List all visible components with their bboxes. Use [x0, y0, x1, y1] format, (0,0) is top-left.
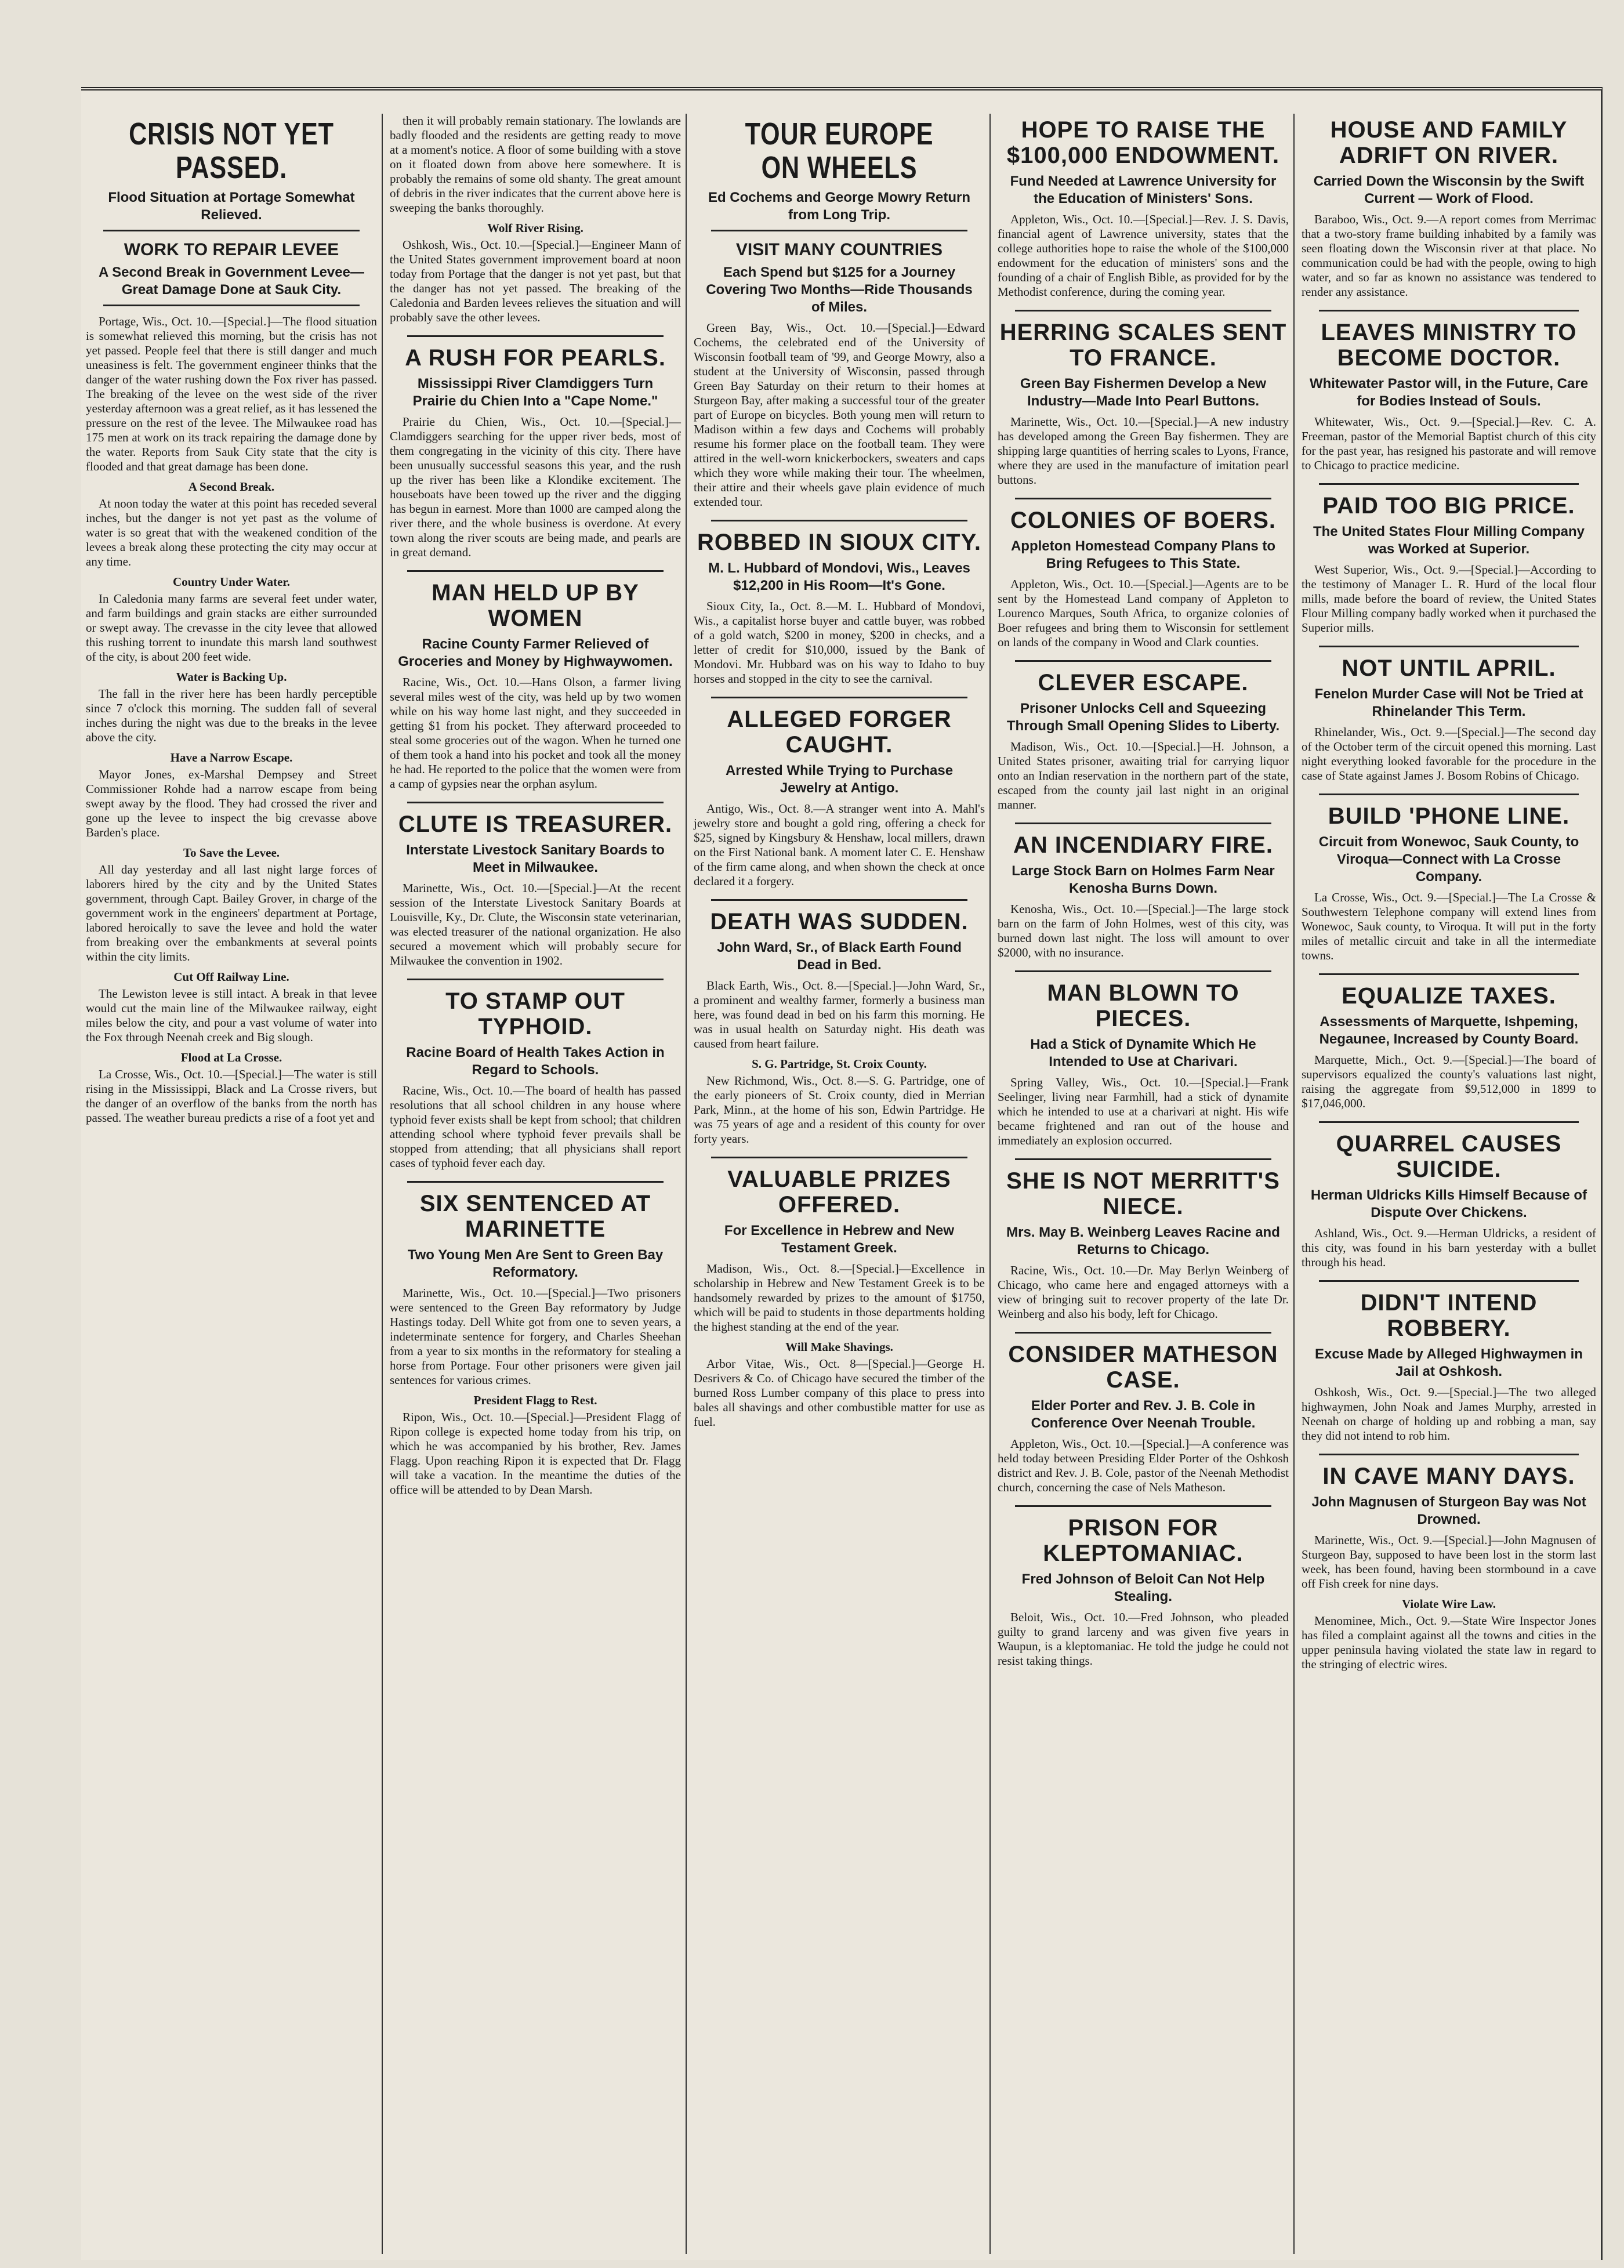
article-body: Appleton, Wis., Oct. 10.—[Special.]—Rev. J. S. Davis, financial agent of Lawrence university, states that the college authorities hope to raise the whole of the $100,000 endowment for the education of ministers' sons and the founding of a chair of English Bible, as provided for by the Methodist conference, during the coming year.	[998, 212, 1289, 299]
divider	[407, 570, 664, 572]
article-body: Whitewater, Wis., Oct. 9.—[Special.]—Rev. C. A. Freeman, pastor of the Memorial Baptist church of this city for the past year, has resigned his pastorate and will remove to Chicago to practice medicine.	[1302, 415, 1596, 472]
deck: Flood Situation at Portage Somewhat Relieved.	[108, 190, 355, 223]
newspaper-page	[81, 87, 1603, 2260]
deck: M. L. Hubbard of Mondovi, Wis., Leaves $12,200 in His Room—It's Gone.	[708, 560, 970, 593]
section-text: Oshkosh, Wis., Oct. 10.—[Special.]—Engineer Mann of the United States government improvement board at noon today from Portage that the danger is not yet past, but that the danger has not yet passed. The breaking of the Caledonia and Barden levees relieves the situation and will probably save the other levees.	[390, 238, 681, 324]
article-crisis	[86, 117, 377, 1125]
deck: Whitewater Pastor will, in the Future, Care for Bodies Instead of Souls.	[1309, 376, 1589, 409]
divider	[407, 1181, 664, 1183]
article-body: Marinette, Wis., Oct. 10.—[Special.]—A new industry has developed among the Green Bay fishermen. They are shipping large quantities of herring scales to Lyons, France, where they are used in the manufacture of imitation pearl buttons.	[998, 415, 1289, 487]
headline: PRISON FOR KLEPTOMANIAC.	[1043, 1515, 1244, 1566]
article-body: Oshkosh, Wis., Oct. 9.—[Special.]—The two alleged highwaymen, John Noak and James Murphy, arrested in Neenah on charge of holding up and robbing a man, say they did not intend to rob him.	[1302, 1385, 1596, 1443]
article-body: Marquette, Mich., Oct. 9.—[Special.]—The board of supervisors equalized the county's valuations last night, raising the aggregate from $9,512,000 in 1899 to $17,046,000.	[1302, 1053, 1596, 1110]
article-body: Appleton, Wis., Oct. 10.—[Special.]—A conference was held today between Presiding Elder Porter of the Oshkosh district and Rev. J. B. Cole, pastor of the Neenah Methodist church, concerning the case of Nels Matheson.	[998, 1437, 1289, 1494]
divider	[1319, 794, 1579, 795]
deck: Racine Board of Health Takes Action in Regard to Schools.	[406, 1045, 665, 1078]
headline: AN INCENDIARY FIRE.	[1013, 832, 1273, 858]
article-body: Baraboo, Wis., Oct. 9.—A report comes from Merrimac that a two-story frame building inhabited by a family was seen floating down the Wisconsin river at that place. No communication could be had with the people, owing to high water, and so far as known no assistance was tendered to render any assistance.	[1302, 212, 1596, 299]
section-head: Will Make Shavings.	[785, 1340, 893, 1354]
article-clute	[390, 811, 681, 968]
divider	[407, 335, 664, 337]
headline: LEAVES MINISTRY TO BECOME DOCTOR.	[1321, 320, 1577, 371]
article-forger	[694, 707, 985, 889]
section-text: At noon today the water at this point has receded several inches, but the danger is not yet past as the volume of water is so great that with the weakened condition of the levees a break along these protecting the city may occur at any time.	[86, 497, 377, 568]
deck: Circuit from Wonewoc, Sauk County, to Viroqua—Connect with La Crosse Company.	[1318, 834, 1579, 885]
article-suicide	[1302, 1131, 1596, 1270]
article-flood-continued	[390, 114, 681, 325]
headline: QUARREL CAUSES SUICIDE.	[1336, 1131, 1562, 1182]
article-prizes	[694, 1166, 985, 1429]
section-head: Wolf River Rising.	[487, 221, 583, 235]
divider	[711, 1157, 967, 1158]
deck: Green Bay Fishermen Develop a New Industry—Made Into Pearl Buttons.	[1020, 376, 1267, 409]
divider	[711, 230, 967, 231]
divider	[1015, 660, 1271, 662]
article-europe	[694, 117, 985, 509]
article-body: Marinette, Wis., Oct. 10.—[Special.]—At the recent session of the Interstate Livestock Sanitary Boards at Louisville, Ky., Dr. Clute, the Wisconsin state veterinarian, was elected treasurer of the national organization. He also secured a movement which will probably secure for Milwaukee the convention in 1902.	[390, 881, 681, 968]
section-head: Flood at La Crosse.	[180, 1050, 282, 1064]
article-fire	[998, 832, 1289, 960]
headline: SHE IS NOT MERRITT'S NIECE.	[1006, 1168, 1280, 1219]
divider	[103, 305, 360, 306]
article-pearls	[390, 345, 681, 560]
deck: Two Young Men Are Sent to Green Bay Reformatory.	[407, 1247, 664, 1280]
headline: IN CAVE MANY DAYS.	[1322, 1463, 1575, 1489]
deck: Elder Porter and Rev. J. B. Cole in Conference Over Neenah Trouble.	[1031, 1398, 1256, 1431]
deck: Interstate Livestock Sanitary Boards to Meet in Milwaukee.	[406, 842, 665, 875]
deck: John Ward, Sr., of Black Earth Found Dead in Bed.	[717, 940, 962, 973]
deck: Assessments of Marquette, Ishpeming, Negaunee, Increased by County Board.	[1319, 1014, 1579, 1047]
headline: PAID TOO BIG PRICE.	[1322, 493, 1575, 519]
deck: Fred Johnson of Beloit Can Not Help Stealing.	[1021, 1571, 1265, 1604]
divider	[1015, 1158, 1271, 1160]
divider	[1319, 1280, 1579, 1282]
divider	[1319, 646, 1579, 647]
article-body: Racine, Wis., Oct. 10.—Dr. May Berlyn Weinberg of Chicago, who came here and engaged attorneys with a view of bringing suit to recover property of the late Dr. Weinberg and also his body, left for Chicago.	[998, 1263, 1289, 1321]
deck: Fenelon Murder Case will Not be Tried at Rhinelander This Term.	[1314, 686, 1583, 719]
article-herring	[998, 320, 1289, 487]
section-head: Cut Off Railway Line.	[173, 970, 289, 984]
headline: TO STAMP OUT TYPHOID.	[445, 988, 625, 1039]
article-body: Rhinelander, Wis., Oct. 9.—[Special.]—The second day of the October term of the circuit opened this morning. Last night everything looked favorable for the procedure in the case of State against James J. Bosom Robins of Chicago.	[1302, 725, 1596, 782]
article-body: Madison, Wis., Oct. 10.—[Special.]—H. Johnson, a United States prisoner, awaiting trial for carrying liquor onto an Indian reservation in the northern part of the state, escaped from the county jail last night in an original manner.	[998, 740, 1289, 811]
deck: Mississippi River Clamdiggers Turn Prairie du Chien Into a "Cape Nome."	[412, 376, 658, 409]
article-body: Black Earth, Wis., Oct. 8.—[Special.]—John Ward, Sr., a prominent and wealthy farmer, formerly a business man here, was found dead in bed on his farm this morning. He was in usual health on Saturday night. His death was caused from heart failure.	[694, 979, 985, 1050]
article-matheson	[998, 1342, 1289, 1495]
section-head: To Save the Levee.	[183, 846, 280, 860]
section-text: Menominee, Mich., Oct. 9.—State Wire Inspector Jones has filed a complaint against all the towns and cities in the upper peninsula having violated the state law in regard to the stringing of electric wires.	[1302, 1614, 1596, 1671]
article-body: Marinette, Wis., Oct. 9.—[Special.]—John Magnusen of Sturgeon Bay, supposed to have been lost in the storm last week, has been found, having been stormbound in a cave off Fish creek for nine days.	[1302, 1533, 1596, 1591]
divider	[711, 520, 967, 521]
divider	[1319, 1121, 1579, 1123]
article-body: then it will probably remain stationary. The lowlands are badly flooded and the residents are getting ready to move at a moment's notice. A floor of some building with a stove on it floated down from above here somewhere. It is probably the remains of some old shanty. The great amount of debris in the river indicates that the current above here is sweeping the banks thoroughly.	[390, 114, 681, 215]
section-text: New Richmond, Wis., Oct. 8.—S. G. Partridge, one of the early pioneers of St. Croix county, died in Merrian Park, Minn., at the home of his son, Edwin Partridge. He was 75 years of age and a resident of this county for over forty years.	[694, 1074, 985, 1146]
divider	[103, 230, 360, 231]
column-1	[81, 114, 383, 2254]
section-text: In Caledonia many farms are several feet under water, and farm buildings and grain stacks are either surrounded or swept away. The crevasse in the city levee that allowed this rushing torrent to inundate this marsh land southwest of the city, is about 200 feet wide.	[86, 592, 377, 664]
section-text: Arbor Vitae, Wis., Oct. 8—[Special.]—George H. Desrivers & Co. of Chicago have secured the timber of the burned Ross Lumber company of this place to press into bales all shavings and other combustible matter for use as fuel.	[694, 1357, 985, 1429]
section-head: Have a Narrow Escape.	[170, 751, 293, 765]
section-text: Ripon, Wis., Oct. 10.—[Special.]—President Flagg of Ripon college is expected home today from his trip, on which he was accompanied by his brother, Rev. James Flagg. Upon reaching Ripon it is expected that Dr. Flagg will take a vacation. In the meantime the duties of the office will be attended to by Dean Marsh.	[390, 1410, 681, 1497]
divider	[1015, 823, 1271, 824]
headline: COLONIES OF BOERS.	[1010, 508, 1277, 533]
deck: Large Stock Barn on Holmes Farm Near Kenosha Burns Down.	[1012, 863, 1275, 896]
article-body: Antigo, Wis., Oct. 8.—A stranger went into A. Mahl's jewelry store and bought a gold ring, offering a check for $25, signed by Kingsbury & Henshaw, local millers, drawn on the First National bank. A moment later C. E. Henshaw of the firm came along, and when shown the check at once declared it a forgery.	[694, 802, 985, 888]
headline: BUILD 'PHONE LINE.	[1328, 803, 1570, 829]
divider	[1319, 973, 1579, 975]
deck: Ed Cochems and George Mowry Return from Long Trip.	[708, 190, 971, 223]
deck: Appleton Homestead Company Plans to Bring Refugees to This State.	[1010, 538, 1276, 571]
divider	[1015, 970, 1271, 972]
divider	[1319, 310, 1579, 311]
article-niece	[998, 1168, 1289, 1321]
section-head: Country Under Water.	[172, 575, 291, 589]
section-text: La Crosse, Wis., Oct. 10.—[Special.]—The water is still rising in the Mississippi, Black and La Crosse rivers, but the danger of an overflow of the banks from the north has passed. The weather bureau predicts a rise of a foot yet and	[86, 1067, 377, 1125]
deck: Excuse Made by Alleged Highwaymen in Jail at Oshkosh.	[1315, 1346, 1583, 1379]
deck: For Excellence in Hebrew and New Testament Greek.	[724, 1223, 955, 1256]
headline: HOUSE AND FAMILY ADRIFT ON RIVER.	[1330, 117, 1568, 168]
headline: HOPE TO RAISE THE $100,000 ENDOWMENT.	[1006, 117, 1280, 168]
deck: Had a Stick of Dynamite Which He Intended to Use at Charivari.	[1030, 1037, 1256, 1070]
article-death	[694, 909, 985, 1146]
headline: CONSIDER MATHESON CASE.	[1008, 1342, 1278, 1393]
deck: Prisoner Unlocks Cell and Squeezing Through Small Opening Slides to Liberty.	[1006, 701, 1280, 734]
article-ministry	[1302, 320, 1596, 473]
deck: Racine County Farmer Relieved of Groceries and Money by Highwaywomen.	[398, 636, 673, 669]
column-3	[689, 114, 991, 2254]
divider	[711, 697, 967, 698]
headline: CLEVER ESCAPE.	[1038, 670, 1249, 695]
article-body: Madison, Wis., Oct. 8.—[Special.]—Excellence in scholarship in Hebrew and New Testament Greek is to be handsomely rewarded by prizes to the amount of $1750, which will be paid to students in those departments holding the highest standing at the end of the year.	[694, 1262, 985, 1334]
subdeck: A Second Break in Government Levee—Great Damage Done at Sauk City.	[99, 265, 364, 298]
article-body: Sioux City, Ia., Oct. 8.—M. L. Hubbard of Mondovi, Wis., a capitalist horse buyer and cattle buyer, was robbed of a gold watch, $200 in money, $200 in checks, and a letter of credit for $10,000, issued by the Bank of Mondovi. Mr. Hubbard was on his way to Idaho to buy horses and stopped in the city to see the carnival.	[694, 599, 985, 686]
divider	[1015, 1505, 1271, 1507]
headline: CRISIS NOT YET PASSED.	[129, 117, 334, 185]
headline: TOUR EUROPE ON WHEELS	[745, 117, 934, 185]
article-body: Racine, Wis., Oct. 10.—The board of health has passed resolutions that all school children in any house where typhoid fever exists shall be kept from school; that children attending school where typhoid fever prevails shall be stopped from attending; that all physicians shall report cases of typhoid fever each day.	[390, 1084, 681, 1170]
article-body: Portage, Wis., Oct. 10.—[Special.]—The flood situation is somewhat relieved this morning, but the crisis has not yet passed. People feel that there is still danger and much uneasiness is felt. The government engineer thinks that the danger of the water rushing down the Fox river has passed. The breaking of the levee on the west side of the river yesterday afternoon was a great relief, as it has lessened the pressure on the rest of the levee. The Milwaukee road has 175 men at work on its track repairing the damage done by the water. Reports from Sauk City state that the city is flooded and that great damage has been done.	[86, 314, 377, 473]
divider	[1319, 1454, 1579, 1455]
section-head: S. G. Partridge, St. Croix County.	[752, 1057, 927, 1071]
article-dynamite	[998, 980, 1289, 1148]
subhead: WORK TO REPAIR LEVEE	[124, 240, 339, 259]
article-kleptomaniac	[998, 1515, 1289, 1668]
article-boers	[998, 508, 1289, 650]
section-head: Violate Wire Law.	[1402, 1597, 1496, 1611]
article-body: La Crosse, Wis., Oct. 9.—[Special.]—The La Crosse & Southwestern Telephone company will extend lines from Wonewoc, Sauk county, to Viroqua. It will put in the forty miles of metallic circuit and take in all the intermediate towns.	[1302, 890, 1596, 962]
article-body: Green Bay, Wis., Oct. 10.—[Special.]—Edward Cochems, the celebrated end of the University of Wisconsin football team of '99, and George Mowry, also a student at the University of Wisconsin, passed through Green Bay Saturday on their return to their homes at Sturgeon Bay, after making a successful tour of the greater part of Europe on bicycles. Both young men will return to Madison within a few days and Cochems will probably resume his former place on the football team. They were attired in the well-worn knickerbockers, sweaters and caps which they wore while making their tour. The wheelmen, their attire and their wheels gave plain evidence of much extended tour.	[694, 321, 985, 509]
article-body: Racine, Wis., Oct. 10.—Hans Olson, a farmer living several miles west of the city, was held up by two women while on his way home last night, and they succeeded in getting $1 from his pocket. They afterward proceeded to steal some groceries out of the wagon. When he turned one of them took a hand into his pocket and took all the money he had. He reported to the police that the women were from a camp of gypsies near the orphan asylum.	[390, 675, 681, 791]
article-robbery	[1302, 1290, 1596, 1443]
article-phone-line	[1302, 803, 1596, 963]
headline: MAN BLOWN TO PIECES.	[1047, 980, 1239, 1031]
deck: Herman Uldricks Kills Himself Because of Dispute Over Chickens.	[1310, 1187, 1587, 1220]
section-head: A Second Break.	[188, 480, 275, 494]
section-text: Mayor Jones, ex-Marshal Dempsey and Street Commissioner Rohde had a narrow escape from being swept away by the flood. They had crossed the river and gone up the levee to inspect the big crevasse above Barden's place.	[86, 767, 377, 839]
article-taxes	[1302, 983, 1596, 1111]
article-body: Marinette, Wis., Oct. 10.—[Special.]—Two prisoners were sentenced to the Green Bay reformatory by Judge Hastings today. Dell White got from one to seven years, a indeterminate sentence for forgery, and Charles Sheehan from a year to six months in the reformatory for stealing a horse from Portage. Four other prisoners were given jail sentences for various crimes.	[390, 1286, 681, 1387]
divider	[1015, 1332, 1271, 1334]
deck: Mrs. May B. Weinberg Leaves Racine and Returns to Chicago.	[1006, 1224, 1280, 1258]
article-body: Beloit, Wis., Oct. 10.—Fred Johnson, who pleaded guilty to grand larceny and was given five years in Waupun, is a kleptomaniac. He told the judge he could not resist taking things.	[998, 1610, 1289, 1668]
article-april	[1302, 655, 1596, 783]
article-cave	[1302, 1463, 1596, 1672]
headline: CLUTE IS TREASURER.	[398, 811, 673, 837]
headline: MAN HELD UP BY WOMEN	[432, 580, 639, 631]
section-text: The Lewiston levee is still intact. A break in that levee would cut the main line of the Milwaukee railway, eight miles below the city, and pour a vast volume of water into the Fox through Neenah creek and Big slough.	[86, 987, 377, 1044]
column-2	[385, 114, 687, 2254]
article-body: Appleton, Wis., Oct. 10.—[Special.]—Agents are to be sent by the Homestead Land company of Appleton to Lourenco Marques, South Africa, to organize colonies of Boer refugees and bring them to Wisconsin for settlement on lands of the company in Wood and Clark counties.	[998, 577, 1289, 649]
deck: The United States Flour Milling Company was Worked at Superior.	[1313, 524, 1585, 557]
article-escape	[998, 670, 1289, 812]
article-body: Kenosha, Wis., Oct. 10.—[Special.]—The large stock barn on the farm of John Holmes, west of this city, was burned down last night. The loss will amount to over $2000, with no insurance.	[998, 902, 1289, 959]
deck: Carried Down the Wisconsin by the Swift Current — Work of Flood.	[1313, 173, 1585, 206]
deck: Fund Needed at Lawrence University for the Education of Ministers' Sons.	[1010, 173, 1277, 206]
divider	[1015, 498, 1271, 499]
headline: DEATH WAS SUDDEN.	[710, 909, 969, 934]
article-big-price	[1302, 493, 1596, 635]
headline: SIX SENTENCED AT MARINETTE	[419, 1191, 651, 1242]
headline: EQUALIZE TAXES.	[1342, 983, 1556, 1009]
article-held-up	[390, 580, 681, 791]
headline: ROBBED IN SIOUX CITY.	[697, 530, 981, 555]
article-body: Prairie du Chien, Wis., Oct. 10.—[Special.]—Clamdiggers searching for the upper river beds, most of them congregating in the vicinity of this city. There have been unusually successful seasons this year, and the rush up the river has been like a Klondike excitement. The houseboats have been towed up the river and the digging has begun in earnest. More than 1000 are camped along the river there, and the whole business is overdone. At every town along the river scouts are being made, and pearls are in great demand.	[390, 415, 681, 559]
headline: VALUABLE PRIZES OFFERED.	[727, 1166, 951, 1218]
headline: ALLEGED FORGER CAUGHT.	[727, 707, 952, 758]
deck: John Magnusen of Sturgeon Bay was Not Drowned.	[1311, 1494, 1586, 1527]
divider	[1319, 483, 1579, 485]
headline: A RUSH FOR PEARLS.	[405, 345, 666, 371]
article-sentenced	[390, 1191, 681, 1497]
deck: Arrested While Trying to Purchase Jewelry at Antigo.	[725, 763, 954, 796]
section-text: The fall in the river here has been hardly perceptible since 7 o'clock this morning. The sudden fall of several inches during the night was due to the breaks in the levee above the city.	[86, 687, 377, 744]
divider	[711, 899, 967, 901]
column-5	[1297, 114, 1601, 2254]
article-typhoid	[390, 988, 681, 1171]
article-house-adrift	[1302, 117, 1596, 299]
section-head: Water is Backing Up.	[176, 670, 287, 684]
article-sioux-city	[694, 530, 985, 686]
divider	[407, 802, 664, 803]
headline: NOT UNTIL APRIL.	[1342, 655, 1556, 681]
column-4	[993, 114, 1295, 2254]
article-body: West Superior, Wis., Oct. 9.—[Special.]—According to the testimony of Manager L. R. Hurd of the local flour mills, made before the board of review, the United States Flour Milling company badly worked when it purchased the Superior mills.	[1302, 563, 1596, 635]
section-head: President Flagg to Rest.	[473, 1393, 597, 1407]
subdeck: Each Spend but $125 for a Journey Covering Two Months—Ride Thousands of Miles.	[706, 265, 973, 315]
article-endowment	[998, 117, 1289, 299]
headline: HERRING SCALES SENT TO FRANCE.	[999, 320, 1287, 371]
headline: DIDN'T INTEND ROBBERY.	[1360, 1290, 1538, 1341]
divider	[407, 979, 664, 980]
subhead: VISIT MANY COUNTRIES	[735, 240, 943, 259]
divider	[1015, 310, 1271, 311]
section-text: All day yesterday and all last night large forces of laborers hired by the city and by the United States government, through Capt. Bailey Grover, in charge of the government work in the engineers' department at Portage, labored heroically to save the levee and hold the water from breaking over the embankments at several points within the city limits.	[86, 863, 377, 963]
article-body: Ashland, Wis., Oct. 9.—Herman Uldricks, a resident of this city, was found in his barn yesterday with a bullet through his head.	[1302, 1226, 1596, 1269]
article-body: Spring Valley, Wis., Oct. 10.—[Special.]—Frank Seelinger, living near Farmhill, had a stick of dynamite which he intended to use at a charivari at night. His wife became frightened and ran out of the house and immediately an explosion occurred.	[998, 1075, 1289, 1147]
